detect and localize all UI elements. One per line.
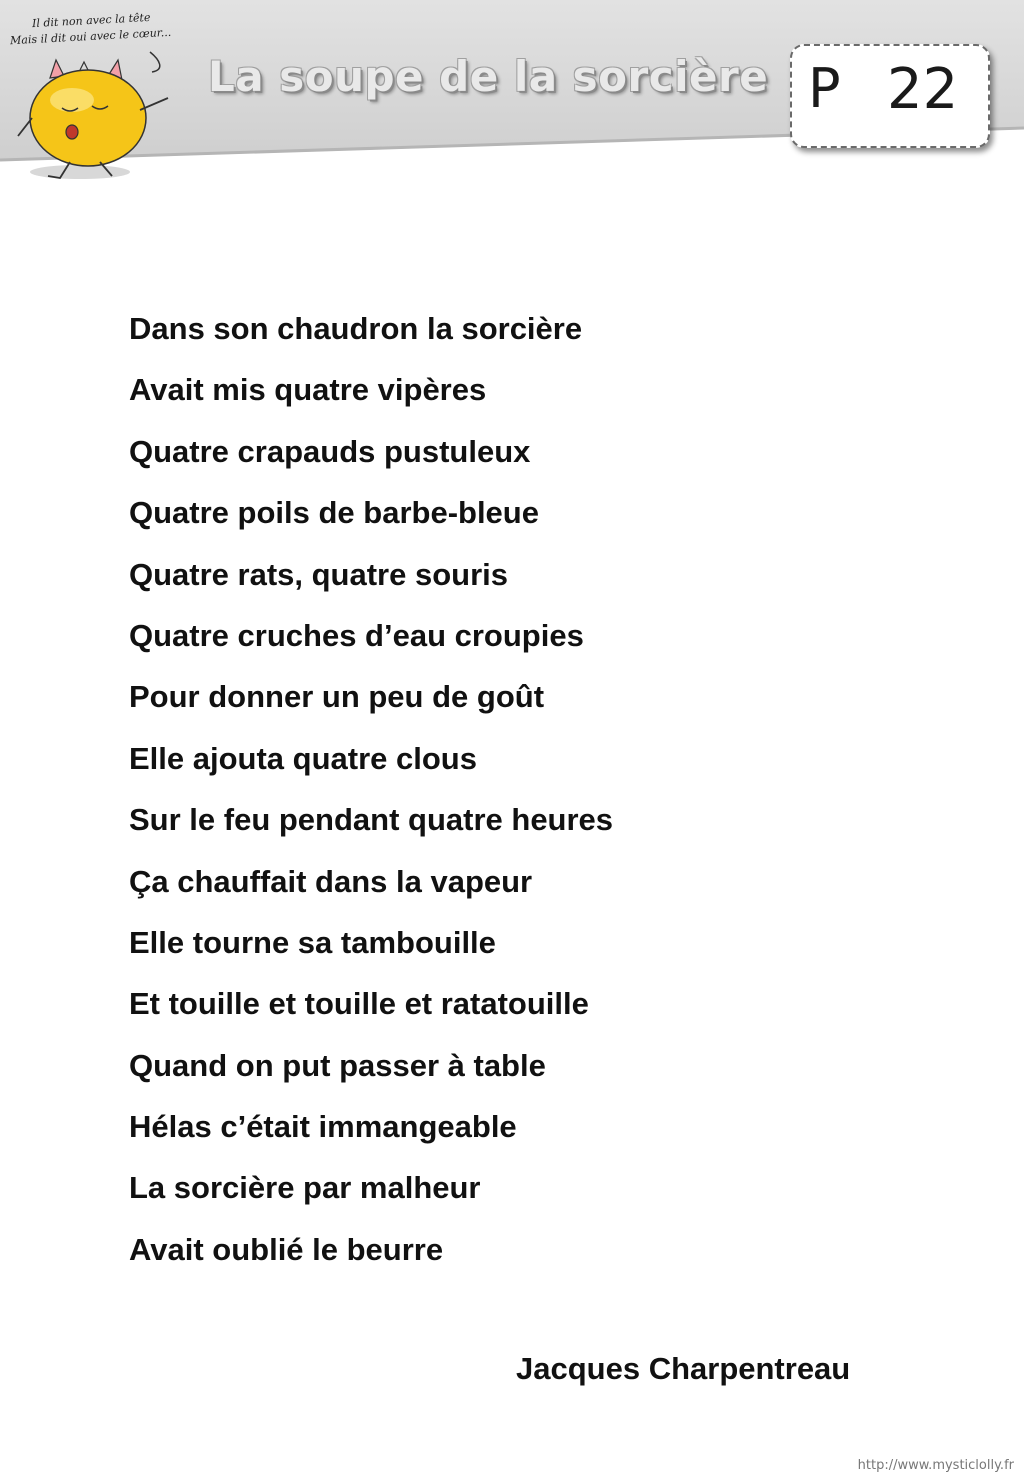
poem-line: Quatre cruches d’eau croupies [129, 617, 584, 653]
poem-line: Quatre crapauds pustuleux [129, 433, 531, 469]
page-letter: P [808, 57, 841, 120]
poem-line: Elle ajouta quatre clous [129, 740, 477, 776]
poem-line: Avait oublié le beurre [129, 1231, 444, 1267]
mascot-caption-line-2: Mais il dit oui avec le cœur... [9, 25, 172, 48]
poem-line: Quatre poils de barbe-bleue [129, 495, 539, 531]
page-number-box [790, 44, 990, 148]
poem-line: Pour donner un peu de goût [129, 679, 545, 715]
page-title: La soupe de la sorcière [208, 52, 769, 101]
poem-line: Avait mis quatre vipères [129, 372, 487, 408]
page-number: 22 [887, 57, 959, 122]
mascot-illustration [0, 0, 200, 190]
footer-url: http://www.mysticlolly.fr [857, 1458, 1014, 1473]
poem-line: La sorcière par malheur [129, 1170, 481, 1206]
mascot-caption-line-1: Il dit non avec la tête [31, 10, 151, 31]
poem-author: Jacques Charpentreau [516, 1351, 851, 1386]
poem-line: Ça chauffait dans la vapeur [129, 863, 533, 899]
poem-line: Hélas c’était immangeable [129, 1109, 517, 1145]
poem-line: Sur le feu pendant quatre heures [129, 802, 614, 838]
poem-line: Dans son chaudron la sorcière [129, 311, 583, 346]
poem-line: Et touille et touille et ratatouille [129, 986, 589, 1022]
poem-text [129, 306, 613, 1288]
poem-line: Quatre rats, quatre souris [129, 556, 509, 592]
poem-line: Quand on put passer à table [129, 1047, 546, 1083]
poem-line: Elle tourne sa tambouille [129, 924, 496, 960]
